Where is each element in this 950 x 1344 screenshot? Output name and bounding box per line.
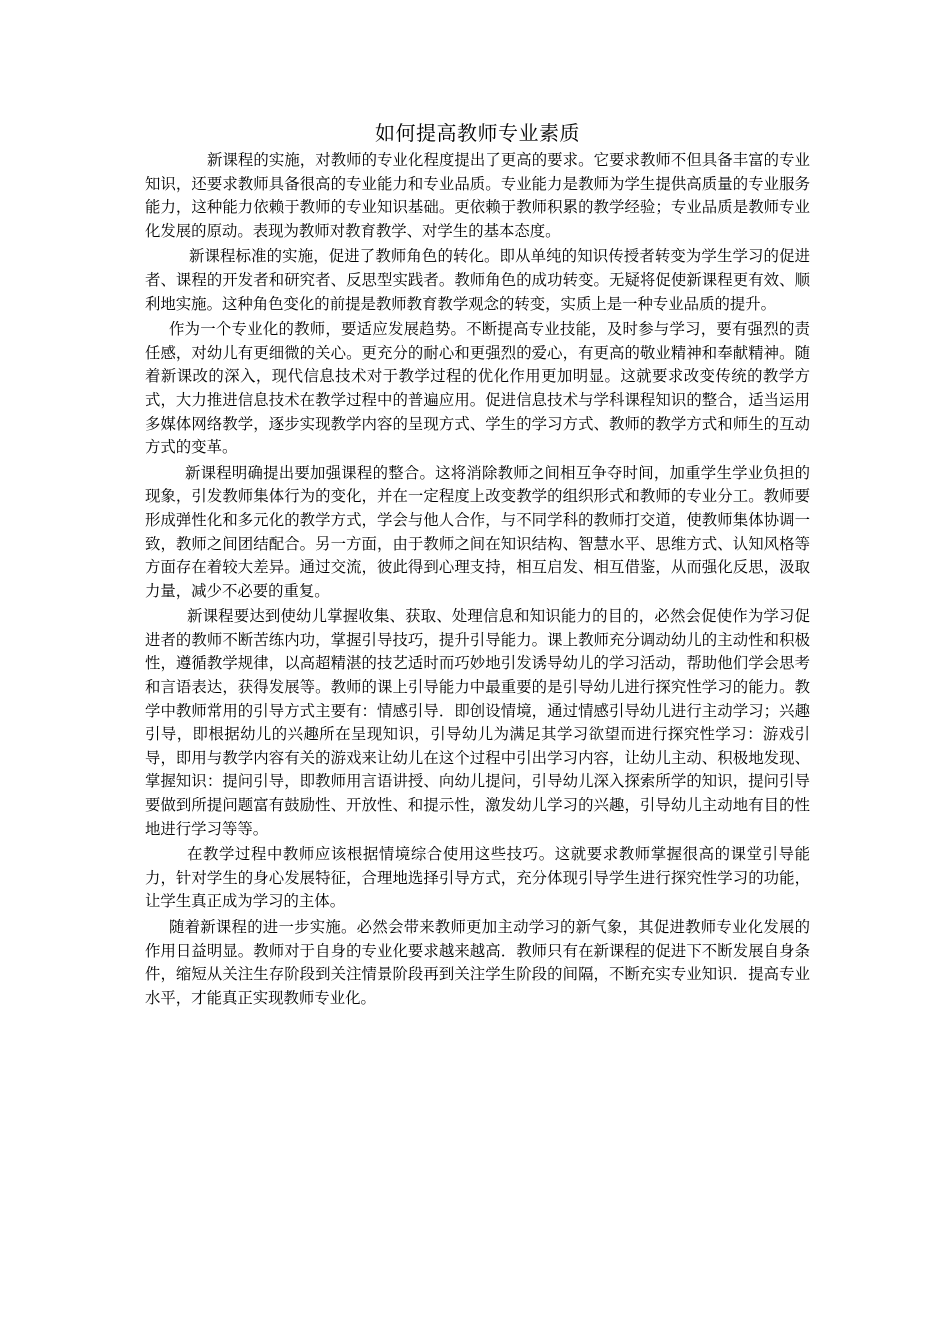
document-title: 如何提高教师专业素质 — [375, 121, 580, 145]
paragraph-1: 新课程的实施，对教师的专业化程度提出了更高的要求。它要求教师不但具备丰富的专业知识，还要求教师具备很高的专业能力和专业品质。专业能力是教师为学生提供高质量的专业服务能力，这种能力依赖于教师的专业知识基础。更依赖于教师积累的教学经验；专业品质是教师专业化发展的原动。表现为教师对教育教学、对学生的基本态度。 — [145, 151, 810, 240]
paragraph-2: 新课程标准的实施，促进了教师角色的转化。即从单纯的知识传授者转变为学生学习的促进者、课程的开发者和研究者、反思型实践者。教师角色的成功转变。无疑将促使新课程更有效、顺利地实施。这种角色变化的前提是教师教育教学观念的转变，实质上是一种专业品质的提升。 — [145, 247, 810, 313]
paragraph-6: 在教学过程中教师应该根据情境综合使用这些技巧。这就要求教师掌握很高的课堂引导能力，针对学生的身心发展特征，合理地选择引导方式，充分体现引导学生进行探究性学习的功能，让学生真正成为学习的主体。 — [145, 845, 810, 911]
paragraph-3: 作为一个专业化的教师，要适应发展趋势。不断提高专业技能，及时参与学习，要有强烈的责任感，对幼儿有更细微的关心。更充分的耐心和更强烈的爱心，有更高的敬业精神和奉献精神。随着新课改的深入，现代信息技术对于教学过程的优化作用更加明显。这就要求改变传统的教学方式，大力推进信息技术在教学过程中的普遍应用。促进信息技术与学科课程知识的整合，适当运用多媒体网络教学，逐步实现教学内容的呈现方式、学生的学习方式、教师的教学方式和师生的互动方式的变革。 — [145, 320, 810, 457]
paragraph-5: 新课程要达到使幼儿掌握收集、获取、处理信息和知识能力的目的，必然会促使作为学习促进者的教师不断苦练内功，掌握引导技巧，提升引导能力。课上教师充分调动幼儿的主动性和积极性，遵循教学规律，以高超精湛的技艺适时而巧妙地引发诱导幼儿的学习活动，帮助他们学会思考和言语表达，获得发展等。教师的课上引导能力中最重要的是引导幼儿进行探究性学习的能力。教学中教师常用的引导方式主要有：情感引导．即创设情境，通过情感引导幼儿进行主动学习；兴趣引导，即根据幼儿的兴趣所在呈现知识，引导幼儿为满足其学习欲望而进行探究性学习：游戏引导，即用与教学内容有关的游戏来让幼儿在这个过程中引出学习内容，让幼儿主动、积极地发现、掌握知识：提问引导，即教师用言语讲授、向幼儿提问，引导幼儿深入探索所学的知识，提问引导要做到所提问题富有鼓励性、开放性、和提示性，激发幼儿学习的兴趣，引导幼儿主动地有目的性地进行学习等等。 — [145, 607, 810, 838]
paragraph-7: 随着新课程的进一步实施。必然会带来教师更加主动学习的新气象，其促进教师专业化发展的作用日益明显。教师对于自身的专业化要求越来越高．教师只有在新课程的促进下不断发展自身条件，缩短从关注生存阶段到关注情景阶段再到关注学生阶段的间隔，不断充实专业知识．提高专业水平，才能真正实现教师专业化。 — [145, 918, 810, 1007]
document-page — [145, 118, 810, 1012]
paragraph-4: 新课程明确提出要加强课程的整合。这将消除教师之间相互争夺时间，加重学生学业负担的现象，引发教师集体行为的变化，并在一定程度上改变教学的组织形式和教师的专业分工。教师要形成弹性化和多元化的教学方式，学会与他人合作，与不同学科的教师打交道，使教师集体协调一致，教师之间团结配合。另一方面，由于教师之间在知识结构、智慧水平、思维方式、认知风格等方面存在着较大差异。通过交流，彼此得到心理支持，相互启发、相互借鉴，从而强化反思，汲取力量，减少不必要的重复。 — [145, 463, 810, 600]
